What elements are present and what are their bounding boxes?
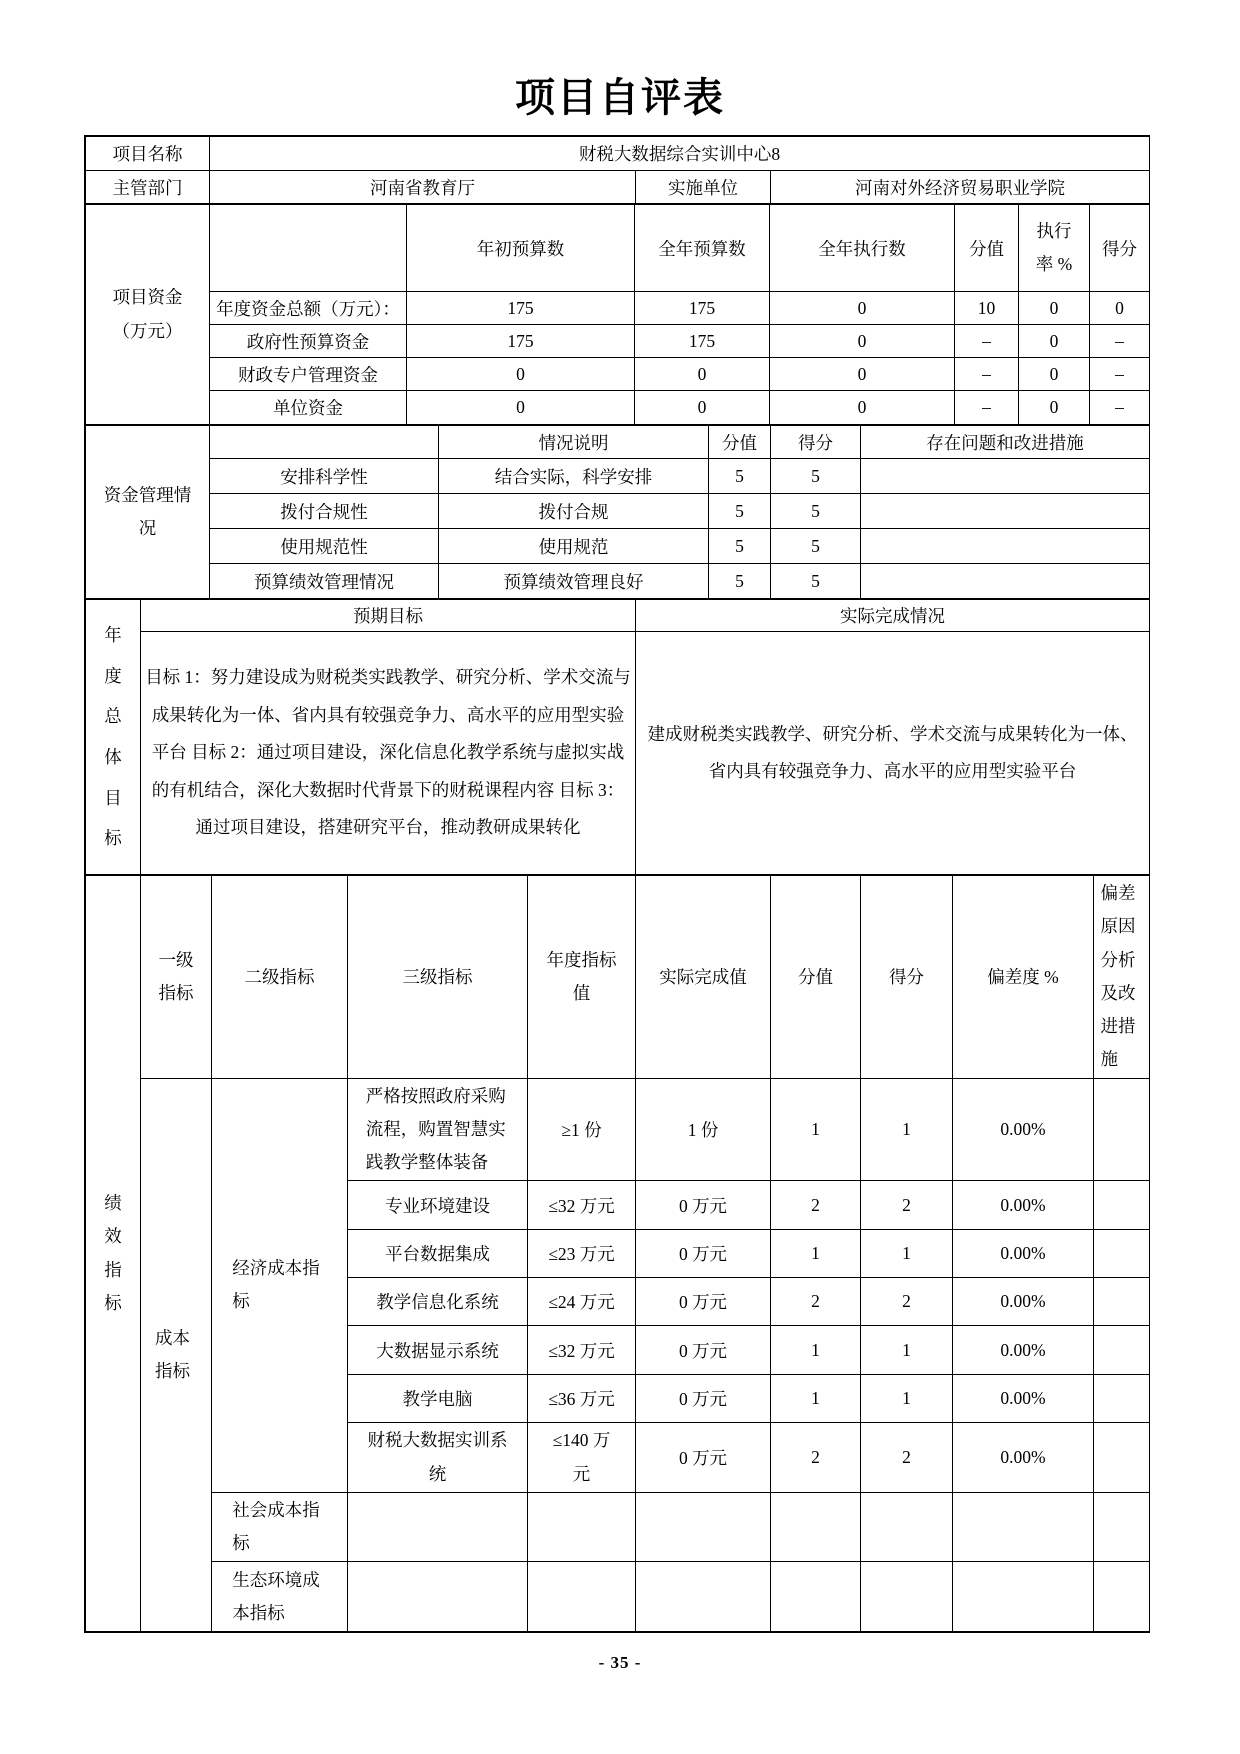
- score-cell: 2: [861, 1278, 953, 1326]
- score-max-cell: 1: [771, 1326, 861, 1375]
- deviation-cell: 0.00%: [953, 1230, 1094, 1278]
- section-label-funding: 项目资金（万元）: [86, 205, 210, 425]
- value-cell: 0: [1090, 292, 1150, 325]
- table-row: [86, 529, 1150, 564]
- header-cell: 分值: [709, 426, 771, 459]
- target-cell: ≤24 万元: [528, 1278, 636, 1326]
- target-cell: ≤32 万元: [528, 1326, 636, 1375]
- target-cell: ≤23 万元: [528, 1230, 636, 1278]
- performance-table: [85, 875, 1150, 1632]
- score-max-cell: 1: [771, 1230, 861, 1278]
- table-row: [86, 205, 1150, 292]
- empty-cell: [636, 1492, 771, 1562]
- value-cell: 0: [1019, 292, 1090, 325]
- value-cell: 0: [635, 391, 770, 425]
- score-cell: 2: [861, 1423, 953, 1493]
- section-label-annual-goal: 年度总体目标: [86, 600, 141, 875]
- actual-cell: 0 万元: [636, 1375, 771, 1423]
- section-label-fund-management: 资金管理情况: [86, 426, 210, 599]
- header-cell: 实际完成情况: [636, 600, 1150, 632]
- score-max-cell: 2: [771, 1181, 861, 1230]
- level3-indicator-cell: 专业环境建设: [348, 1181, 528, 1230]
- table-row: [86, 459, 1150, 494]
- level1-indicator-cell: 成本指标: [141, 1078, 212, 1632]
- header-cell: 实际完成值: [636, 876, 771, 1079]
- mgmt-row-label: 拨付合规性: [210, 494, 439, 529]
- table-row: [86, 876, 1150, 1079]
- table-row: [86, 600, 1150, 632]
- value-cell: 175: [635, 325, 770, 358]
- page-number: - 35 -: [598, 1653, 642, 1673]
- remark-cell: [1094, 1326, 1150, 1375]
- actual-cell: 0 万元: [636, 1181, 771, 1230]
- score-cell: 1: [861, 1230, 953, 1278]
- header-cell: 分值: [771, 876, 861, 1079]
- target-cell: ≥1 份: [528, 1078, 636, 1181]
- empty-cell: [1094, 1562, 1150, 1632]
- level3-indicator-cell: 财税大数据实训系统: [348, 1423, 528, 1493]
- table-row: [86, 564, 1150, 599]
- score-max-cell: 5: [709, 459, 771, 494]
- empty-cell: [771, 1492, 861, 1562]
- value-cell: –: [955, 325, 1019, 358]
- issues-cell: [861, 494, 1150, 529]
- header-cell: 得分: [771, 426, 861, 459]
- table-row: [86, 426, 1150, 459]
- fund-management-table: [85, 425, 1150, 599]
- funding-table: [85, 204, 1150, 425]
- header-cell: 偏差度 %: [953, 876, 1094, 1079]
- impl-value: 河南对外经济贸易职业学院: [771, 171, 1150, 204]
- empty-cell: [771, 1562, 861, 1632]
- desc-cell: 拨付合规: [439, 494, 709, 529]
- header-cell: 执行率 %: [1019, 205, 1090, 292]
- table-row: [86, 632, 1150, 875]
- header-cell: 一级指标: [141, 876, 212, 1079]
- basic-info-table: [85, 136, 1150, 204]
- value-cell: –: [955, 358, 1019, 391]
- actual-cell: 0 万元: [636, 1278, 771, 1326]
- empty-cell: [861, 1562, 953, 1632]
- level3-indicator-cell: 教学电脑: [348, 1375, 528, 1423]
- impl-label: 实施单位: [636, 171, 771, 204]
- mgmt-row-label: 安排科学性: [210, 459, 439, 494]
- value-cell: 175: [407, 325, 635, 358]
- empty-cell: [528, 1562, 636, 1632]
- score-max-cell: 5: [709, 529, 771, 564]
- project-name-label: 项目名称: [86, 137, 210, 171]
- value-cell: 0: [1019, 358, 1090, 391]
- empty-cell: [348, 1492, 528, 1562]
- score-max-cell: 5: [709, 494, 771, 529]
- project-name-value: 财税大数据综合实训中心8: [210, 137, 1150, 171]
- header-cell: 二级指标: [212, 876, 348, 1079]
- empty-cell: [348, 1562, 528, 1632]
- remark-cell: [1094, 1278, 1150, 1326]
- table-row: [86, 1492, 1150, 1562]
- expected-goal-cell: 目标 1：努力建设成为财税类实践教学、研究分析、学术交流与成果转化为一体、省内具有较强竞争力、高水平的应用型实验平台 目标 2：通过项目建设，深化信息化教学系统与虚拟实战的有机结合，深化大数据时代背景下的财税课程内容 目标 3：通过项目建设，搭建研究平台，推动教研成果转化: [141, 632, 636, 875]
- empty-cell: [210, 426, 439, 459]
- table-row: [86, 292, 1150, 325]
- value-cell: 0: [635, 358, 770, 391]
- deviation-cell: 0.00%: [953, 1278, 1094, 1326]
- level2-indicator-cell: 社会成本指标: [212, 1492, 348, 1562]
- section-label-performance: 绩效指标: [86, 876, 141, 1632]
- annual-goal-table: [85, 599, 1150, 875]
- header-cell: 分值: [955, 205, 1019, 292]
- level3-indicator-cell: 大数据显示系统: [348, 1326, 528, 1375]
- mgmt-row-label: 预算绩效管理情况: [210, 564, 439, 599]
- empty-cell: [1094, 1492, 1150, 1562]
- value-cell: 175: [407, 292, 635, 325]
- self-evaluation-table: [84, 135, 1150, 1633]
- table-row: [86, 325, 1150, 358]
- desc-cell: 使用规范: [439, 529, 709, 564]
- level3-indicator-cell: 严格按照政府采购流程，购置智慧实践教学整体装备: [348, 1078, 528, 1181]
- value-cell: 10: [955, 292, 1019, 325]
- actual-cell: 0 万元: [636, 1423, 771, 1493]
- value-cell: 0: [407, 358, 635, 391]
- header-cell: 全年预算数: [635, 205, 770, 292]
- value-cell: –: [1090, 325, 1150, 358]
- score-cell: 1: [861, 1375, 953, 1423]
- issues-cell: [861, 564, 1150, 599]
- dept-value: 河南省教育厅: [210, 171, 636, 204]
- empty-cell: [861, 1492, 953, 1562]
- actual-cell: 0 万元: [636, 1230, 771, 1278]
- header-cell: 存在问题和改进措施: [861, 426, 1150, 459]
- empty-cell: [210, 205, 407, 292]
- level3-indicator-cell: 平台数据集成: [348, 1230, 528, 1278]
- table-row: [86, 494, 1150, 529]
- header-cell: 三级指标: [348, 876, 528, 1079]
- header-cell: 得分: [861, 876, 953, 1079]
- level3-indicator-cell: 教学信息化系统: [348, 1278, 528, 1326]
- score-max-cell: 2: [771, 1278, 861, 1326]
- score-max-cell: 1: [771, 1375, 861, 1423]
- value-cell: –: [1090, 358, 1150, 391]
- deviation-cell: 0.00%: [953, 1375, 1094, 1423]
- score-cell: 2: [861, 1181, 953, 1230]
- value-cell: 0: [770, 325, 955, 358]
- remark-cell: [1094, 1078, 1150, 1181]
- table-row: [86, 358, 1150, 391]
- value-cell: 0: [407, 391, 635, 425]
- header-cell: 全年执行数: [770, 205, 955, 292]
- funding-row-label: 单位资金: [210, 391, 407, 425]
- remark-cell: [1094, 1375, 1150, 1423]
- remark-cell: [1094, 1230, 1150, 1278]
- deviation-cell: 0.00%: [953, 1181, 1094, 1230]
- actual-cell: 0 万元: [636, 1326, 771, 1375]
- level2-indicator-cell: 经济成本指标: [212, 1078, 348, 1492]
- remark-cell: [1094, 1423, 1150, 1493]
- target-cell: ≤36 万元: [528, 1375, 636, 1423]
- header-cell: 年初预算数: [407, 205, 635, 292]
- score-cell: 5: [771, 529, 861, 564]
- deviation-cell: 0.00%: [953, 1326, 1094, 1375]
- score-cell: 1: [861, 1326, 953, 1375]
- score-cell: 1: [861, 1078, 953, 1181]
- header-cell: 年度指标值: [528, 876, 636, 1079]
- remark-cell: [1094, 1181, 1150, 1230]
- header-cell: 情况说明: [439, 426, 709, 459]
- score-max-cell: 5: [709, 564, 771, 599]
- deviation-cell: 0.00%: [953, 1078, 1094, 1181]
- table-row: [86, 1078, 1150, 1181]
- table-row: [86, 171, 1150, 204]
- value-cell: 175: [635, 292, 770, 325]
- desc-cell: 预算绩效管理良好: [439, 564, 709, 599]
- deviation-cell: 0.00%: [953, 1423, 1094, 1493]
- score-max-cell: 1: [771, 1078, 861, 1181]
- score-cell: 5: [771, 494, 861, 529]
- funding-row-label: 财政专户管理资金: [210, 358, 407, 391]
- table-row: [86, 391, 1150, 425]
- desc-cell: 结合实际，科学安排: [439, 459, 709, 494]
- empty-cell: [636, 1562, 771, 1632]
- target-cell: ≤140 万元: [528, 1423, 636, 1493]
- header-cell: 得分: [1090, 205, 1150, 292]
- actual-completion-cell: 建成财税类实践教学、研究分析、学术交流与成果转化为一体、省内具有较强竞争力、高水平的应用型实验平台: [636, 632, 1150, 875]
- funding-row-label: 政府性预算资金: [210, 325, 407, 358]
- value-cell: 0: [1019, 325, 1090, 358]
- score-cell: 5: [771, 564, 861, 599]
- actual-cell: 1 份: [636, 1078, 771, 1181]
- header-cell: 偏差原因分析及改进措施: [1094, 876, 1150, 1079]
- empty-cell: [953, 1492, 1094, 1562]
- table-row: [86, 1562, 1150, 1632]
- target-cell: ≤32 万元: [528, 1181, 636, 1230]
- value-cell: –: [955, 391, 1019, 425]
- header-cell: 预期目标: [141, 600, 636, 632]
- empty-cell: [528, 1492, 636, 1562]
- empty-cell: [953, 1562, 1094, 1632]
- value-cell: 0: [770, 358, 955, 391]
- issues-cell: [861, 459, 1150, 494]
- score-max-cell: 2: [771, 1423, 861, 1493]
- value-cell: –: [1090, 391, 1150, 425]
- issues-cell: [861, 529, 1150, 564]
- dept-label: 主管部门: [86, 171, 210, 204]
- value-cell: 0: [770, 391, 955, 425]
- mgmt-row-label: 使用规范性: [210, 529, 439, 564]
- value-cell: 0: [1019, 391, 1090, 425]
- page-title: 项目自评表: [515, 76, 725, 120]
- value-cell: 0: [770, 292, 955, 325]
- score-cell: 5: [771, 459, 861, 494]
- level2-indicator-cell: 生态环境成本指标: [212, 1562, 348, 1632]
- funding-row-label: 年度资金总额（万元）：: [210, 292, 407, 325]
- table-row: [86, 137, 1150, 171]
